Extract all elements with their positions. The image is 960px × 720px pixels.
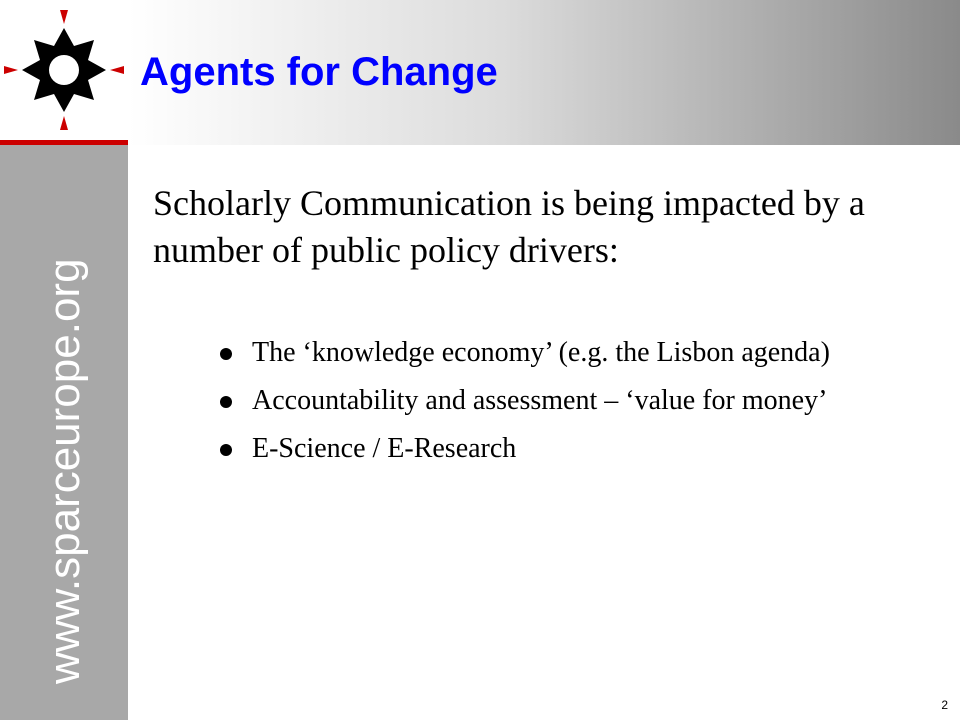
bullet-dot-icon [220,348,232,360]
sidebar [0,0,128,720]
intro-text: Scholarly Communication is being impacted by a number of public policy drivers: [153,183,865,270]
bullet-item [220,382,900,420]
bullet-item [220,334,900,372]
title-bar [128,0,960,145]
red-divider [0,140,128,145]
sidebar-url: www.sparceurope.org [40,258,89,684]
bullet-text: E-Science / E-Research [252,433,517,464]
logo-box [0,0,128,140]
page-number: 2 [941,698,948,712]
bullet-text: Accountability and assessment – ‘value for money’ [252,385,828,416]
slide-title: Agents for Change [140,50,498,94]
sparc-europe-logo-icon [0,8,128,133]
bullet-text: The ‘knowledge economy’ (e.g. the Lisbon agenda) [252,337,830,368]
bullet-item [220,430,900,468]
bullet-list [220,334,900,478]
bullet-dot-icon [220,396,232,408]
bullet-dot-icon [220,444,232,456]
